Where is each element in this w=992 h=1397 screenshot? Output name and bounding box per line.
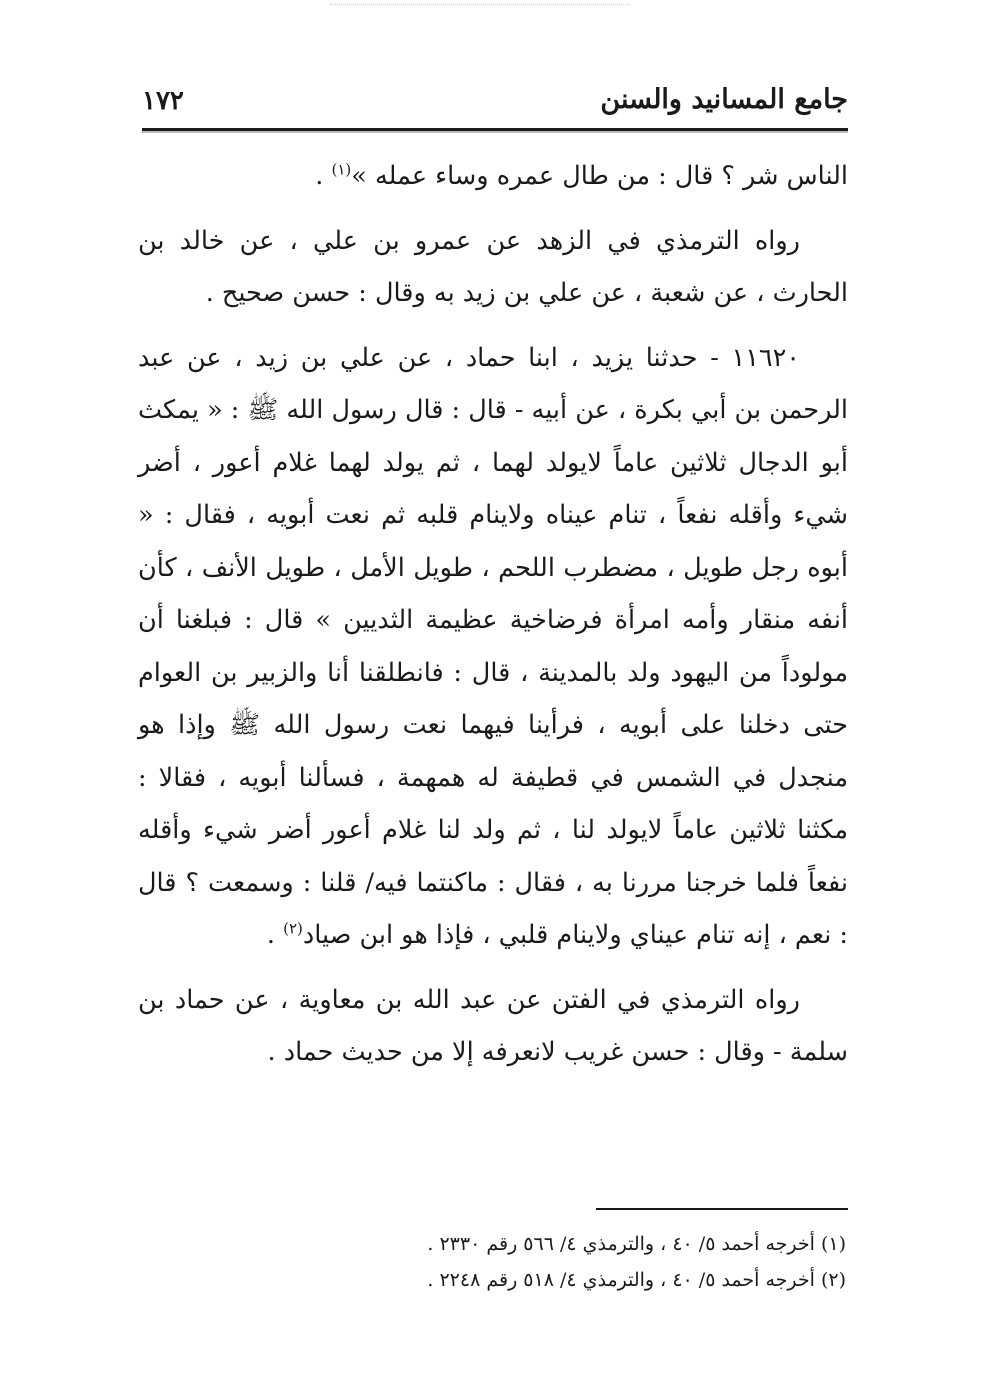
footnotes xyxy=(286,1226,846,1298)
footnote-ref-1: (١) xyxy=(331,160,352,179)
paragraph-takhrij-2: رواه الترمذي في الفتن عن عبد الله بن معاوية ، عن حماد بن سلمة - وقال : حسن غريب لانعرفه إلا من حديث حماد . xyxy=(138,984,848,1067)
book-title: جامع المسانيد والسنن xyxy=(600,84,848,115)
footnote-ref-2: (٢) xyxy=(283,919,303,938)
scan-edge-marks xyxy=(330,4,630,9)
footnote-2: (٢) أخرجه أحمد ٥/ ٤٠ ، والترمذي ٤/ ٥١٨ رقم ٢٢٤٨ . xyxy=(427,1269,846,1291)
paragraph-continuation: الناس شر ؟ قال : من طال عمره وساء عمله »$^{(١)}$ . xyxy=(315,160,848,191)
running-header xyxy=(142,78,848,128)
paragraph-takhrij-1: رواه الترمذي في الزهد عن عمرو بن علي ، عن خالد بن الحارث ، عن شعبة ، عن علي بن زيد به وقال : حسن صحيح . xyxy=(138,225,848,308)
main-text xyxy=(138,150,848,1091)
footnote-separator xyxy=(596,1208,848,1210)
footnote-1: (١) أخرجه أحمد ٥/ ٤٠ ، والترمذي ٤/ ٥٦٦ رقم ٢٣٣٠ . xyxy=(427,1233,846,1255)
page-number: ١٧٢ xyxy=(142,86,184,116)
header-rule xyxy=(142,128,848,131)
paragraph-hadith-11620: ١١٦٢٠ - حدثنا يزيد ، ابنا حماد ، عن علي بن زيد ، عن عبد الرحمن بن أبي بكرة ، عن أبيه - قال : قال رسول الله ﷺ : « يمكث أبو الدجال ثلاثين عاماً لايولد لهما ، ثم يولد لهما غلام أعور ، أضر شيء وأقله نفعاً ، تنام عيناه ولاينام قلبه ثم نعت أبويه ، فقال : « أبوه رجل طويل ، مضطرب اللحم ، طويل الأمل ، طويل الأنف ، كأن أنفه منقار وأمه امرأة فرضاخية عظيمة الثديين » قال : فبلغنا أن مولوداً من اليهود ولد بالمدينة ، قال : فانطلقنا أنا والزبير بن العوام حتى دخلنا على أبويه ، فرأينا فيهما نعت رسول الله ﷺ وإذا هو منجدل في الشمس في قطيفة له همهمة ، فسألنا أبويه ، فقالا : مكثنا ثلاثين عاماً لايولد لنا ، ثم ولد لنا غلام أعور أضر شيء وأقله نفعاً فلما خرجنا مررنا به ، فقال : ماكنتما فيه/ قلنا : وسمعت ؟ قال : نعم ، إنه تنام عيناي ولاينام قلبي ، فإذا هو ابن صياد$^{(٢)}$ . xyxy=(138,342,848,950)
